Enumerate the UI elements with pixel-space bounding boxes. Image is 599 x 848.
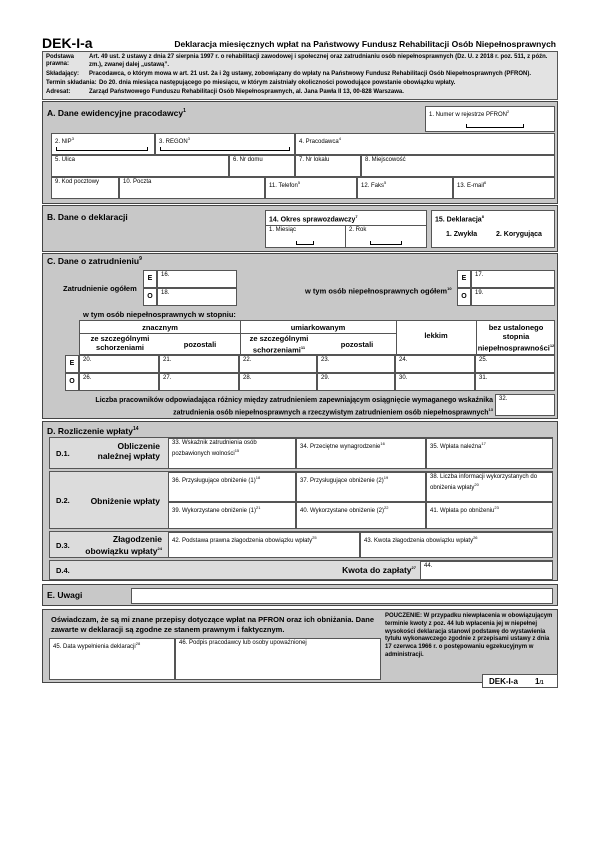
section-b [42,205,558,252]
notice-text: POUCZENIE: W przypadku niewpłacenia w obowiązującym terminie kwoty z poz. 44 lub wpłacenia jej w niepełnej wysokości deklaracja stanowi podstawę do wystawienia tytułu wykonawczego zgodnie z przepisami ustawy z dnia 17 czerwca 1966 r. o postępowaniu egzekucyjnym w administracji. [385,613,553,658]
field-31-label: 31. [479,375,488,381]
header-divider [396,321,397,355]
pfron-digit-ticks [466,124,524,128]
field-43-label: 43. Kwota złagodzenia obowiązku wpłaty$^{26}$ [364,535,478,544]
field-fax[interactable] [357,177,453,199]
disabled-o-marker: O [457,288,471,306]
field-38[interactable] [426,472,553,502]
field-38-label: 38. Liczba informacji wykorzystanych do obniżenia wpłaty$^{20}$ [430,474,538,491]
d3-number: D.3. [56,541,70,550]
total-o-marker: O [143,288,157,306]
field-32[interactable] [495,394,555,416]
field-16-label: 16. [161,272,170,278]
info-text-deadline: Do 20. dnia miesiąca następującego po miesiącu, w którym zaistniały okoliczności powodujące powstanie obowiązku wpłaty. [99,80,456,86]
degree-header [79,320,555,355]
field-35[interactable] [426,438,553,469]
header-undetermined: bez ustalonego stopnia niepełnosprawności$^{12}$ [477,323,555,353]
field-29[interactable] [317,373,395,391]
declaration-text: Oświadczam, że są mi znane przepisy dotyczące wpłat na PFRON oraz ich obniżania. Dane zawarte w deklaracji są zgodne ze stanem prawnym i faktycznym. [51,615,375,634]
info-text-addressee: Zarząd Państwowego Funduszu Rehabilitacji Osób Niepełnosprawnych, al. Jana Pawła II 13, 00-828 Warszawa. [89,89,404,95]
field-21[interactable] [159,355,239,373]
regon-digit-ticks [160,147,290,151]
row-o-marker: O [65,373,79,391]
footer-page: 1/1 [535,677,544,686]
field-26[interactable] [79,373,159,391]
header-moderate: umiarkowanym [290,323,346,332]
field-27-label: 27. [163,375,172,381]
field-45-label: 45. Data wypełnienia deklaracji$^{28}$ [53,641,141,650]
field-house-no-label: 6. Nr domu [233,157,263,163]
section-a-title: A. Dane ewidencyjne pracodawcy$^1$ [47,108,186,118]
field-40-label: 40. Wykorzystane obniżenie $(2)^{22}$ [300,505,389,514]
field-24[interactable] [395,355,475,373]
d1-title: Obliczenie należnej wpłaty [97,441,160,461]
field-28-label: 28. [243,375,252,381]
field-23-label: 23. [321,357,330,363]
field-43[interactable] [360,532,553,558]
field-21-label: 21. [163,357,172,363]
info-text-submitter: Pracodawca, o którym mowa w art. 21 ust. 2a i 2g ustawy, zobowiązany do wpłaty na Państwowy Fundusz Rehabilitacji Osób Niepełnosprawnych (PFRON). [89,71,531,77]
header-divider [240,321,241,355]
field-46[interactable] [175,638,381,680]
disabled-e-marker: E [457,270,471,288]
info-text-basis: Art. 49 ust. 2 ustawy z dnia 27 sierpnia 1997 r. o rehabilitacji zawodowej i społecznej oraz zatrudnianiu osób niepełnosprawnych (Dz. U. z 2018 r. poz. 511, z późn. zm.), zwanej dalej „ustawą”. [89,54,548,68]
field-30[interactable] [395,373,475,391]
degree-label: w tym osób niepełnosprawnych w stopniu: [83,310,236,319]
header-moderate-other: pozostali [340,340,374,349]
header-significant: znacznym [142,323,178,332]
nip-digit-ticks [56,147,148,151]
field-nip-label: 2. NIP$^3$ [55,136,74,145]
field-nip[interactable] [51,133,155,155]
field-46-label: 46. Podpis pracodawcy lub osoby upoważnionej [179,640,307,646]
field-39[interactable] [168,502,296,529]
field-44-label: 44. [424,563,433,569]
total-e-marker: E [143,270,157,288]
section-e-title: E. Uwagi [47,590,83,600]
field-36-label: 36. Przysługujące obniżenie $(1)^{18}$ [172,475,261,484]
field-house-no[interactable] [229,155,295,177]
field-pfron-number[interactable] [425,106,555,132]
field-42[interactable] [168,532,360,558]
field-20-label: 20. [83,357,92,363]
info-block [42,51,558,100]
section-a [42,101,558,204]
field-city-label: 8. Miejscowość [365,157,406,163]
header-moderate-special: ze szczególnymi schorzeniami$^{11}$ [249,334,309,355]
field-fax-label: 12. Faks$^5$ [361,180,387,189]
period-month-label: 1. Miesiąc [269,227,297,233]
header-significant-special: ze szczególnymi schorzeniami [90,334,150,352]
field-17[interactable] [471,270,555,288]
footer-code: DEK-I-a [489,677,518,686]
info-label-deadline: Termin składania: [46,80,97,86]
field-41[interactable] [426,502,553,529]
field-email-label: 13. E-mail$^6$ [457,180,487,189]
field-19-label: 19. [475,290,484,296]
d3-block [49,531,553,558]
field-regon-label: 3. REGON$^3$ [159,136,190,145]
d4-block [49,560,553,580]
field-27[interactable] [159,373,239,391]
field-phone-label: 11. Telefon$^5$ [269,180,301,189]
section-c-title: C. Dane o zatrudnieniu$^9$ [47,256,142,266]
field-20[interactable] [79,355,159,373]
field-25[interactable] [475,355,555,373]
field-37[interactable] [296,472,426,502]
info-label-basis: Podstawa prawna: [46,54,75,67]
period-year-box[interactable] [346,225,427,248]
field-40[interactable] [296,502,426,529]
field-postal-code[interactable] [51,177,119,199]
d3-title: Złagodzenie obowiązku wpłaty$^{24}$ [85,534,162,556]
row-e-marker: E [65,355,79,373]
field-24-label: 24. [399,357,408,363]
section-c [42,253,558,419]
section-e [42,584,558,606]
header-subline [80,333,396,334]
header-divider [476,321,477,355]
field-pfron-number-label: 1. Numer w rejestrze PFRON$^2$ [429,109,510,118]
field-18[interactable] [157,288,237,306]
field-regon[interactable] [155,133,295,155]
d2-block [49,471,553,529]
difference-label: Liczba pracowników odpowiadająca różnicy między zatrudnieniem zapewniającym osiągnięcie wymaganego wskaźnika zatrudnienia osób niepełnosprawnych a rzeczywistym zatrudnieniem osób niepełnosprawnych$^{13}$ [95,397,493,417]
field-flat-no-label: 7. Nr lokalu [299,157,330,163]
field-39-label: 39. Wykorzystane obniżenie $(1)^{21}$ [172,505,261,514]
form-title: Deklaracja miesięcznych wpłat na Państwowy Fundusz Rehabilitacji Osób Niepełnosprawnych [174,39,556,49]
section-d-title: D. Rozliczenie wpłaty$^{14}$ [47,426,139,436]
header-mild: lekkim [424,331,448,340]
field-22[interactable] [239,355,317,373]
total-employment-label: Zatrudnienie ogółem [63,284,137,293]
field-33-label: 33. Wskaźnik zatrudnienia osób pozbawionych wolności$^{15}$ [172,440,257,457]
header-significant-other: pozostali [183,340,217,349]
field-41-label: 41. Wpłata po obniżeniu$^{23}$ [430,505,499,514]
field-declaration-type [431,210,555,248]
field-30-label: 30. [399,375,408,381]
field-post-office[interactable] [119,177,265,199]
month-ticks [296,241,314,245]
field-42-label: 42. Podstawa prawna złagodzenia obowiązku wpłaty$^{25}$ [172,535,317,544]
field-16[interactable] [157,270,237,288]
field-31[interactable] [475,373,555,391]
field-37-label: 37. Przysługujące obniżenie $(2)^{19}$ [300,475,389,484]
field-22-label: 22. [243,357,252,363]
field-street-label: 5. Ulica [55,157,76,163]
field-18-label: 18. [161,290,170,296]
declaration-option-correcting[interactable]: 2. Korygująca [496,231,542,238]
field-35-label: 35. Wpłata należna$^{17}$ [430,441,486,450]
field-34-label: 34. Przeciętne wynagrodzenie$^{16}$ [300,441,385,450]
field-post-office-label: 10. Poczta [123,179,152,185]
field-36[interactable] [168,472,296,502]
disabled-total-label: w tym osób niepełnosprawnych ogółem$^{10}$ [305,286,452,296]
field-postal-code-label: 9. Kod pocztowy [55,179,100,185]
field-email[interactable] [453,177,555,199]
section-b-title: B. Dane o deklaracji [47,212,128,222]
declaration-section [42,609,558,683]
field-flat-no[interactable] [295,155,361,177]
period-month-box[interactable] [266,225,346,248]
d2-title: Obniżenie wpłaty [90,496,160,506]
field-reporting-period-label: 14. Okres sprawozdawczy$^7$ [269,214,358,224]
declaration-option-regular[interactable]: 1. Zwykła [446,231,478,238]
field-34[interactable] [296,438,426,469]
period-year-label: 2. Rok [349,227,367,233]
d4-number: D.4. [56,566,70,575]
field-employer-label: 4. Pracodawca$^4$ [299,136,341,145]
field-declaration-type-label: 15. Deklaracja$^8$ [435,214,484,224]
field-44[interactable] [420,561,553,580]
field-city[interactable] [361,155,555,177]
field-17-label: 17. [475,272,484,278]
section-d [42,421,558,581]
field-29-label: 29. [321,375,330,381]
field-23[interactable] [317,355,395,373]
d1-block [49,437,553,469]
field-45[interactable] [49,638,175,680]
field-28[interactable] [239,373,317,391]
field-street[interactable] [51,155,229,177]
field-reporting-period [265,210,427,248]
info-label-addressee: Adresat: [46,89,71,95]
field-phone[interactable] [265,177,357,199]
d2-number: D.2. [56,496,70,505]
field-19[interactable] [471,288,555,306]
field-employer[interactable] [295,133,555,155]
d1-number: D.1. [56,449,70,458]
info-label-submitter: Składający: [46,71,80,77]
footer-code-box [482,674,558,688]
form-code: DEK-I-a [42,35,93,51]
field-26-label: 26. [83,375,92,381]
field-33[interactable] [168,438,296,469]
remarks-field[interactable] [131,588,553,604]
year-ticks [370,241,402,245]
field-32-label: 32. [499,396,508,402]
field-25-label: 25. [479,357,488,363]
d4-title: Kwota do zapłaty$^{27}$ [342,565,416,575]
